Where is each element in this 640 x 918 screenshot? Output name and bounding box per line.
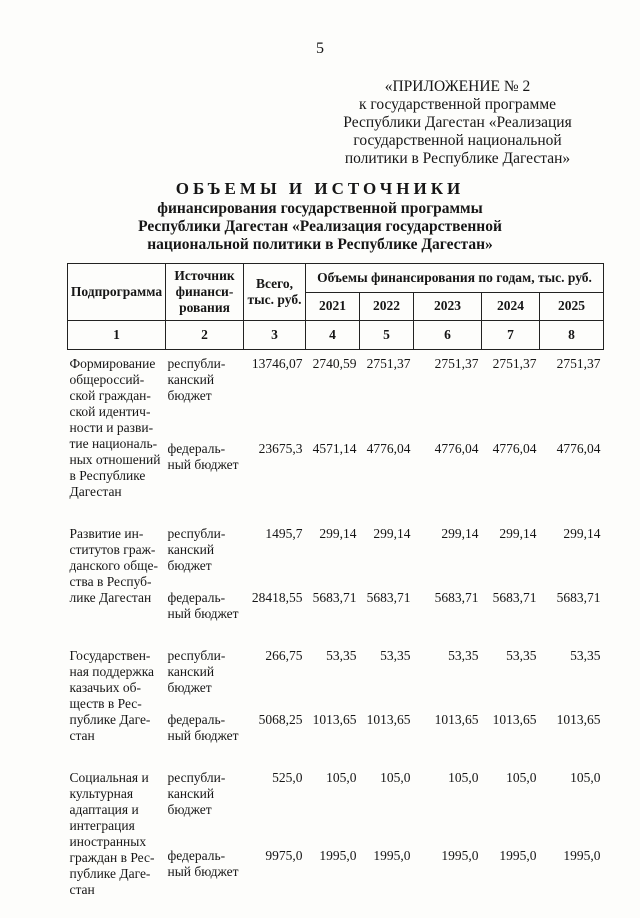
year-value: 105,0 — [482, 764, 540, 832]
year-value: 53,35 — [306, 642, 360, 696]
header-year: 2025 — [540, 292, 604, 321]
column-number: 3 — [244, 321, 306, 350]
column-number: 6 — [414, 321, 482, 350]
year-value: 1013,65 — [360, 696, 414, 764]
header-total: Всего, тыс. руб. — [244, 264, 306, 321]
year-value: 1013,65 — [306, 696, 360, 764]
header-year: 2021 — [306, 292, 360, 321]
appendix-line: политики в Республике Дагестан» — [330, 150, 585, 168]
table-row — [68, 764, 604, 832]
table-row — [68, 350, 604, 426]
column-number: 5 — [360, 321, 414, 350]
year-value: 4571,14 — [306, 425, 360, 520]
year-value: 1995,0 — [414, 832, 482, 918]
year-value: 1995,0 — [306, 832, 360, 918]
year-value: 105,0 — [306, 764, 360, 832]
funding-source: республи-канский бюджет — [166, 350, 244, 426]
funding-source: республи-канский бюджет — [166, 764, 244, 832]
year-value: 2740,59 — [306, 350, 360, 426]
year-value: 2751,37 — [414, 350, 482, 426]
total-value: 266,75 — [244, 642, 306, 696]
subprogram-name: Социальная и культурная адаптация и интеграция иностранных граждан в Рес-публике Даге-стан — [68, 764, 166, 918]
total-value: 23675,3 — [244, 425, 306, 520]
column-number: 4 — [306, 321, 360, 350]
year-value: 53,35 — [360, 642, 414, 696]
year-value: 1995,0 — [360, 832, 414, 918]
appendix-line: государственной национальной — [330, 132, 585, 150]
title-sub-line: Республики Дагестан «Реализация государственной — [0, 218, 640, 236]
year-value: 2751,37 — [360, 350, 414, 426]
header-year: 2023 — [414, 292, 482, 321]
total-value: 13746,07 — [244, 350, 306, 426]
appendix-line: к государственной программе — [330, 96, 585, 114]
subprogram-name: Развитие ин-ститутов граж-данского обще-ства в Респуб-лике Дагестан — [68, 520, 166, 642]
year-value: 4776,04 — [414, 425, 482, 520]
funding-source: федераль-ный бюджет — [166, 574, 244, 642]
year-value: 2751,37 — [482, 350, 540, 426]
year-value: 4776,04 — [360, 425, 414, 520]
appendix-line: Республики Дагестан «Реализация — [330, 114, 585, 132]
year-value: 1995,0 — [482, 832, 540, 918]
total-value: 5068,25 — [244, 696, 306, 764]
header-source: Источник финанси-рования — [166, 264, 244, 321]
year-value: 105,0 — [360, 764, 414, 832]
funding-source: федераль-ный бюджет — [166, 425, 244, 520]
year-value: 1995,0 — [540, 832, 604, 918]
page-number: 5 — [0, 40, 640, 58]
year-value: 5683,71 — [482, 574, 540, 642]
funding-source: республи-канский бюджет — [166, 642, 244, 696]
header-year: 2022 — [360, 292, 414, 321]
title-sub-line: финансирования государственной программы — [0, 200, 640, 218]
column-number: 1 — [68, 321, 166, 350]
year-value: 4776,04 — [482, 425, 540, 520]
year-value: 5683,71 — [540, 574, 604, 642]
funding-source: республи-канский бюджет — [166, 520, 244, 574]
year-value: 5683,71 — [306, 574, 360, 642]
year-value: 5683,71 — [360, 574, 414, 642]
title-main: ОБЪЕМЫ И ИСТОЧНИКИ — [0, 178, 640, 200]
appendix-line: «ПРИЛОЖЕНИЕ № 2 — [330, 78, 585, 96]
table-row — [68, 642, 604, 696]
year-value: 4776,04 — [540, 425, 604, 520]
subprogram-name: Государствен-ная поддержка казачьих об-ществ в Рес-публике Даге-стан — [68, 642, 166, 764]
year-value: 53,35 — [482, 642, 540, 696]
year-value: 105,0 — [540, 764, 604, 832]
column-number: 8 — [540, 321, 604, 350]
year-value: 299,14 — [414, 520, 482, 574]
year-value: 299,14 — [482, 520, 540, 574]
year-value: 299,14 — [360, 520, 414, 574]
total-value: 1495,7 — [244, 520, 306, 574]
year-value: 1013,65 — [482, 696, 540, 764]
column-number: 7 — [482, 321, 540, 350]
year-value: 299,14 — [306, 520, 360, 574]
total-value: 525,0 — [244, 764, 306, 832]
column-number: 2 — [166, 321, 244, 350]
header-by-year: Объемы финансирования по годам, тыс. руб. — [306, 264, 604, 293]
appendix-header — [330, 78, 585, 168]
header-year: 2024 — [482, 292, 540, 321]
year-value: 53,35 — [414, 642, 482, 696]
header-subprogram: Подпрограмма — [68, 264, 166, 321]
financing-table — [67, 263, 604, 918]
total-value: 28418,55 — [244, 574, 306, 642]
table-body — [68, 350, 604, 918]
subprogram-name: Формирование общероссий-ской граждан-ской идентич-ности и разви-тие националь-ных отношений в Республике Дагестан — [68, 350, 166, 521]
year-value: 2751,37 — [540, 350, 604, 426]
funding-source: федераль-ный бюджет — [166, 832, 244, 918]
year-value: 5683,71 — [414, 574, 482, 642]
title-sub-line: национальной политики в Республике Дагестан» — [0, 236, 640, 254]
funding-source: федераль-ный бюджет — [166, 696, 244, 764]
year-value: 1013,65 — [414, 696, 482, 764]
year-value: 53,35 — [540, 642, 604, 696]
year-value: 299,14 — [540, 520, 604, 574]
table-row — [68, 520, 604, 574]
document-title — [0, 178, 640, 254]
total-value: 9975,0 — [244, 832, 306, 918]
year-value: 105,0 — [414, 764, 482, 832]
year-value: 1013,65 — [540, 696, 604, 764]
